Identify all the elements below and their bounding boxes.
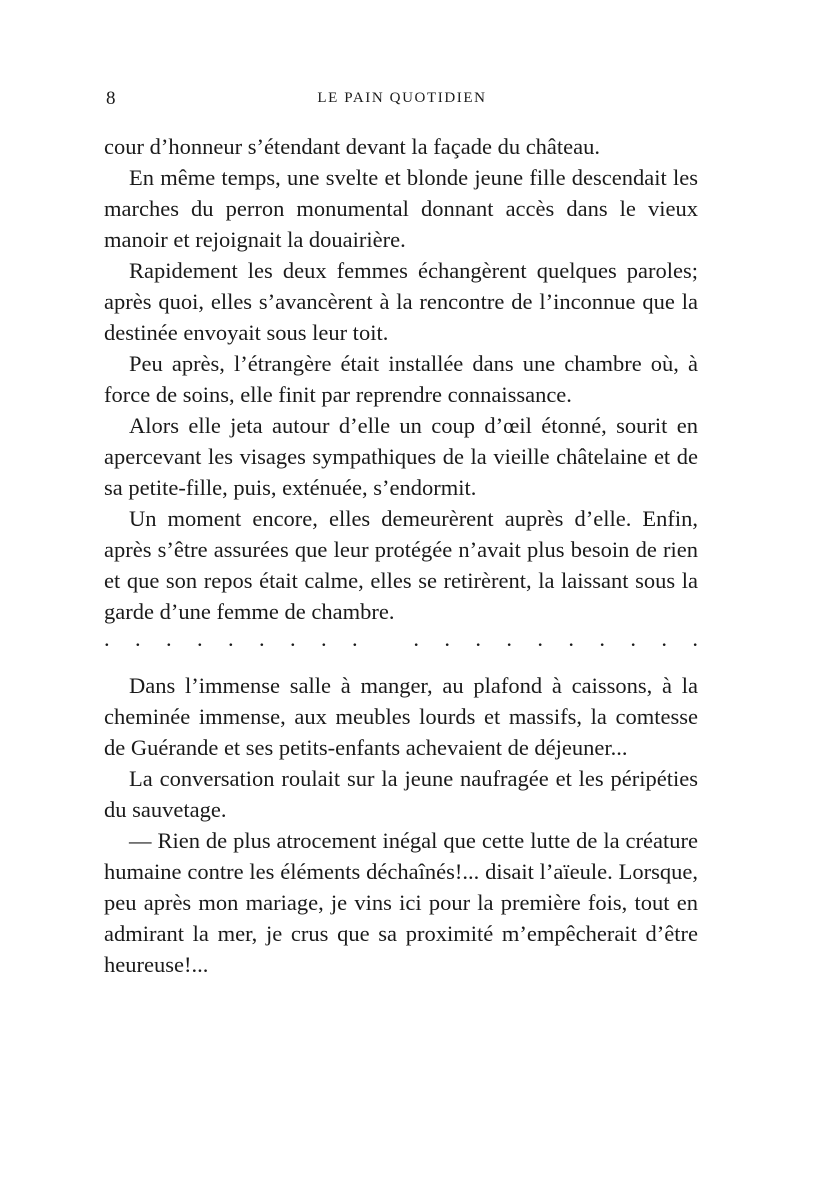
scene-break-dot: . xyxy=(444,626,450,651)
paragraph: Alors elle jeta autour d’elle un coup d’œil étonné, sourit en apercevant les visages sympathiques de la vieille châtelaine et de sa petite-fille, puis, exténuée, s’endormit. xyxy=(104,413,698,500)
scene-break-dot: . xyxy=(104,626,110,651)
scene-break-spacer xyxy=(104,658,698,670)
scene-break-dots xyxy=(104,627,698,658)
paragraph: En même temps, une svelte et blonde jeune fille descendait les marches du perron monumental donnant accès dans le vieux manoir et rejoignait la douairière. xyxy=(104,165,698,252)
scene-break-dot: . xyxy=(259,626,265,651)
scene-break-dot: . xyxy=(599,626,605,651)
scene-break-dot: . xyxy=(228,626,234,651)
scene-break-dot: . xyxy=(135,626,141,651)
scene-break-dot: . xyxy=(166,626,172,651)
paragraph: Peu après, l’étrangère était installée dans une chambre où, à force de soins, elle finit par reprendre connaissance. xyxy=(104,351,698,407)
scene-break-dot: . xyxy=(630,626,636,651)
scene-break-dot: . xyxy=(692,626,698,651)
scene-break-dot: . xyxy=(568,626,574,651)
scene-break-right-dots xyxy=(388,628,698,650)
scene-break-dot: . xyxy=(475,626,481,651)
scene-break-dot: . xyxy=(290,626,296,651)
scene-break-dot: . xyxy=(661,626,667,651)
paragraph: — Rien de plus atrocement inégal que cette lutte de la créature humaine contre les éléments déchaînés!... disait l’aïeule. Lorsque, peu après mon mariage, je vins ici pour la première fois, tout en admirant la mer, je crus que sa proximité m’empêcherait d’être heureuse!... xyxy=(104,828,698,977)
running-head xyxy=(106,88,698,118)
scene-break-dot: . xyxy=(197,626,203,651)
paragraph: Dans l’immense salle à manger, au plafond à caissons, à la cheminée immense, aux meubles lourds et massifs, la comtesse de Guérande et ses petits-enfants achevaient de déjeuner... xyxy=(104,673,698,760)
scene-break-left-dots xyxy=(104,628,383,650)
running-title: LE PAIN QUOTIDIEN xyxy=(317,90,487,106)
paragraph: La conversation roulait sur la jeune naufragée et les péripéties du sauvetage. xyxy=(104,766,698,822)
scene-break-dot: . xyxy=(321,626,327,651)
page-number: 8 xyxy=(106,88,116,109)
paragraph-continuation: cour d’honneur s’étendant devant la façade du château. xyxy=(104,134,601,159)
scene-break-dot: . xyxy=(506,626,512,651)
paragraph: Rapidement les deux femmes échangèrent quelques paroles; après quoi, elles s’avancèrent à la rencontre de l’inconnue que la destinée envoyait sous leur toit. xyxy=(104,258,698,345)
scene-break-dot: . xyxy=(537,626,543,651)
body-text xyxy=(104,131,698,980)
paragraph: Un moment encore, elles demeurèrent auprès d’elle. Enfin, après s’être assurées que leur protégée n’avait plus besoin de rien et que son repos était calme, elles se retirèrent, la laissant sous la garde d’une femme de chambre. xyxy=(104,506,698,624)
scene-break-dot: . xyxy=(413,626,419,651)
scene-break-dot: . xyxy=(352,626,358,651)
